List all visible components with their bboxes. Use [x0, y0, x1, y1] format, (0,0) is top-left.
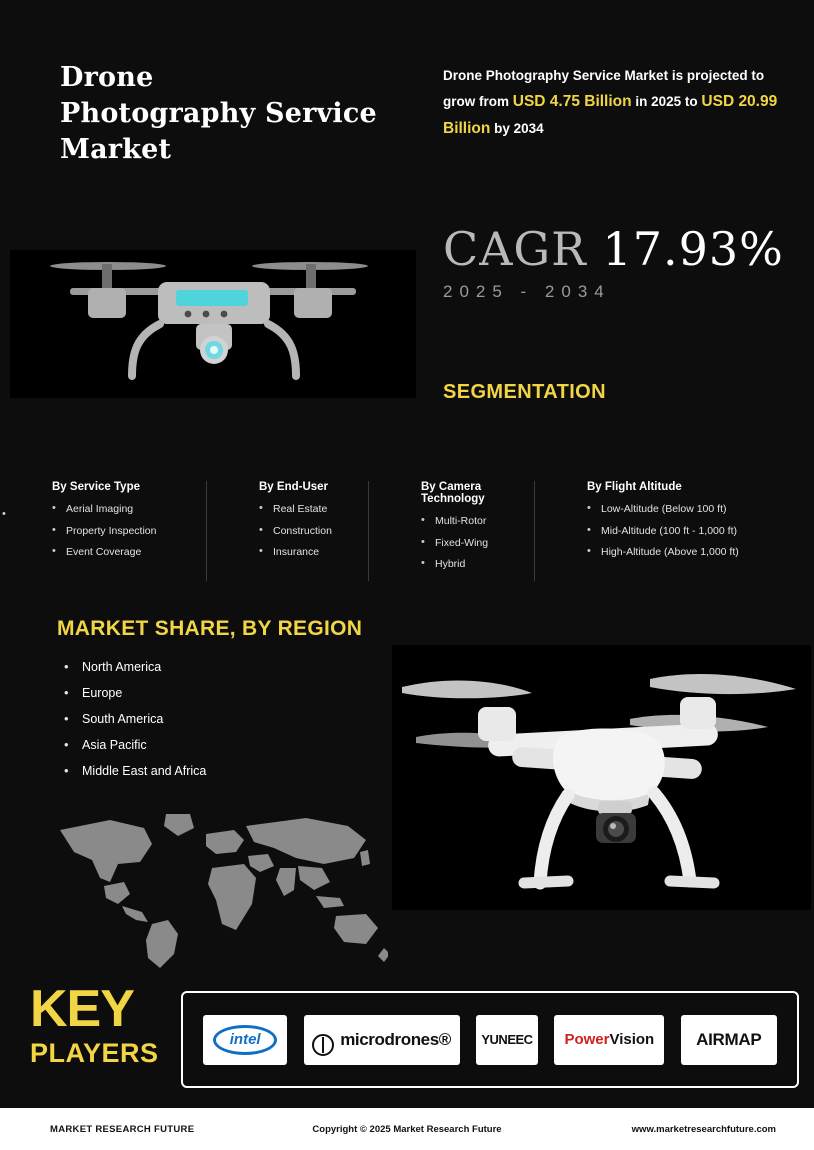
cagr-period: 2025 - 2034 [443, 282, 611, 301]
segmentation-item-list [587, 504, 746, 558]
segmentation-item: • Mid-Altitude (100 ft - 1,000 ft) [587, 526, 746, 537]
region-list [60, 660, 206, 790]
logo-airmap [681, 1015, 777, 1065]
cagr-label: CAGR [443, 222, 587, 276]
segmentation-item-list [52, 504, 198, 558]
segmentation-columns [0, 481, 814, 581]
segmentation-column-heading: By Flight Altitude [587, 481, 682, 493]
white-drone-icon [392, 645, 811, 910]
segmentation-item: • Low-Altitude (Below 100 ft) [587, 504, 746, 515]
key-players-logo-panel [181, 991, 799, 1088]
segmentation-item: • Insurance [259, 547, 360, 558]
powervision-label-b: Vision [609, 1031, 655, 1048]
segmentation-item: • Multi-Rotor [421, 516, 526, 527]
footer-brand: MARKET RESEARCH FUTURE [50, 1123, 195, 1135]
footer-website[interactable]: www.marketresearchfuture.com [631, 1123, 776, 1135]
headline-pre: Drone Photography Service Market is projected to grow from [443, 68, 765, 109]
drone-illustration-top [10, 250, 416, 398]
segmentation-column-heading: By Camera Technology [421, 481, 485, 505]
stray-bullet-marker: • [2, 508, 6, 520]
world-map-icon [48, 808, 388, 968]
page-title-line: Drone [60, 62, 154, 93]
segmentation-item: • Real Estate [259, 504, 360, 515]
region-title: MARKET SHARE, BY REGION [57, 617, 363, 640]
segmentation-item: • Event Coverage [52, 547, 198, 558]
page-title-line: Market [60, 133, 172, 165]
cagr-value: 17.93% [602, 222, 784, 276]
region-list-item: • Middle East and Africa [60, 764, 206, 778]
drone-photo-bottom [392, 645, 811, 910]
world-map-graphic [48, 808, 388, 968]
intel-logo-icon: intel [213, 1025, 277, 1055]
segmentation-column [0, 481, 206, 581]
page-title-line: Photography Service [60, 97, 377, 129]
segmentation-item: • High-Altitude (Above 1,000 ft) [587, 547, 746, 558]
logo-microdrones [304, 1015, 460, 1065]
segmentation-item: • Aerial Imaging [52, 504, 198, 515]
segmentation-item: • Property Inspection [52, 526, 198, 537]
logo-yuneec [476, 1015, 538, 1065]
drone-graphic-icon [10, 250, 416, 398]
page-title [60, 60, 410, 168]
yuneec-label: YUNEEC [481, 1032, 533, 1047]
region-list-item: • Asia Pacific [60, 738, 206, 752]
segmentation-column [534, 481, 754, 581]
players-word: PLAYERS [30, 1038, 159, 1069]
key-players-heading [30, 980, 170, 1069]
cagr-block [443, 222, 813, 302]
headline-post: by 2034 [490, 120, 544, 136]
cagr-headline [443, 222, 813, 276]
region-list-item: • Europe [60, 686, 206, 700]
segmentation-item-list [259, 504, 360, 558]
footer-bar [0, 1108, 814, 1150]
microdrones-glyph-icon [312, 1034, 334, 1056]
key-word: KEY [30, 980, 134, 1038]
segmentation-column [206, 481, 368, 581]
segmentation-item-list [421, 516, 526, 570]
segmentation-item: • Fixed-Wing [421, 538, 526, 549]
logo-intel [203, 1015, 287, 1065]
segmentation-title: SEGMENTATION [443, 381, 606, 403]
headline-amount-2025: USD 4.75 Billion [512, 92, 632, 110]
segmentation-column-heading: By End-User [259, 481, 329, 493]
footer-copyright: Copyright © 2025 Market Research Future [312, 1123, 502, 1135]
segmentation-item: • Hybrid [421, 559, 526, 570]
headline-text [443, 64, 783, 142]
microdrones-label: microdrones® [340, 1029, 451, 1049]
airmap-label: AIRMAP [696, 1029, 762, 1049]
headline-amount-2034: USD 20.99 Billion [443, 92, 778, 137]
segmentation-item: • Construction [259, 526, 360, 537]
headline-mid: in 2025 to [631, 93, 702, 109]
segmentation-column [368, 481, 534, 581]
powervision-label-a: Power [564, 1031, 610, 1048]
region-list-item: • North America [60, 660, 206, 674]
logo-powervision [554, 1015, 664, 1065]
region-list-item: • South America [60, 712, 206, 726]
segmentation-column-heading: By Service Type [52, 481, 141, 493]
powervision-label [564, 1031, 654, 1048]
